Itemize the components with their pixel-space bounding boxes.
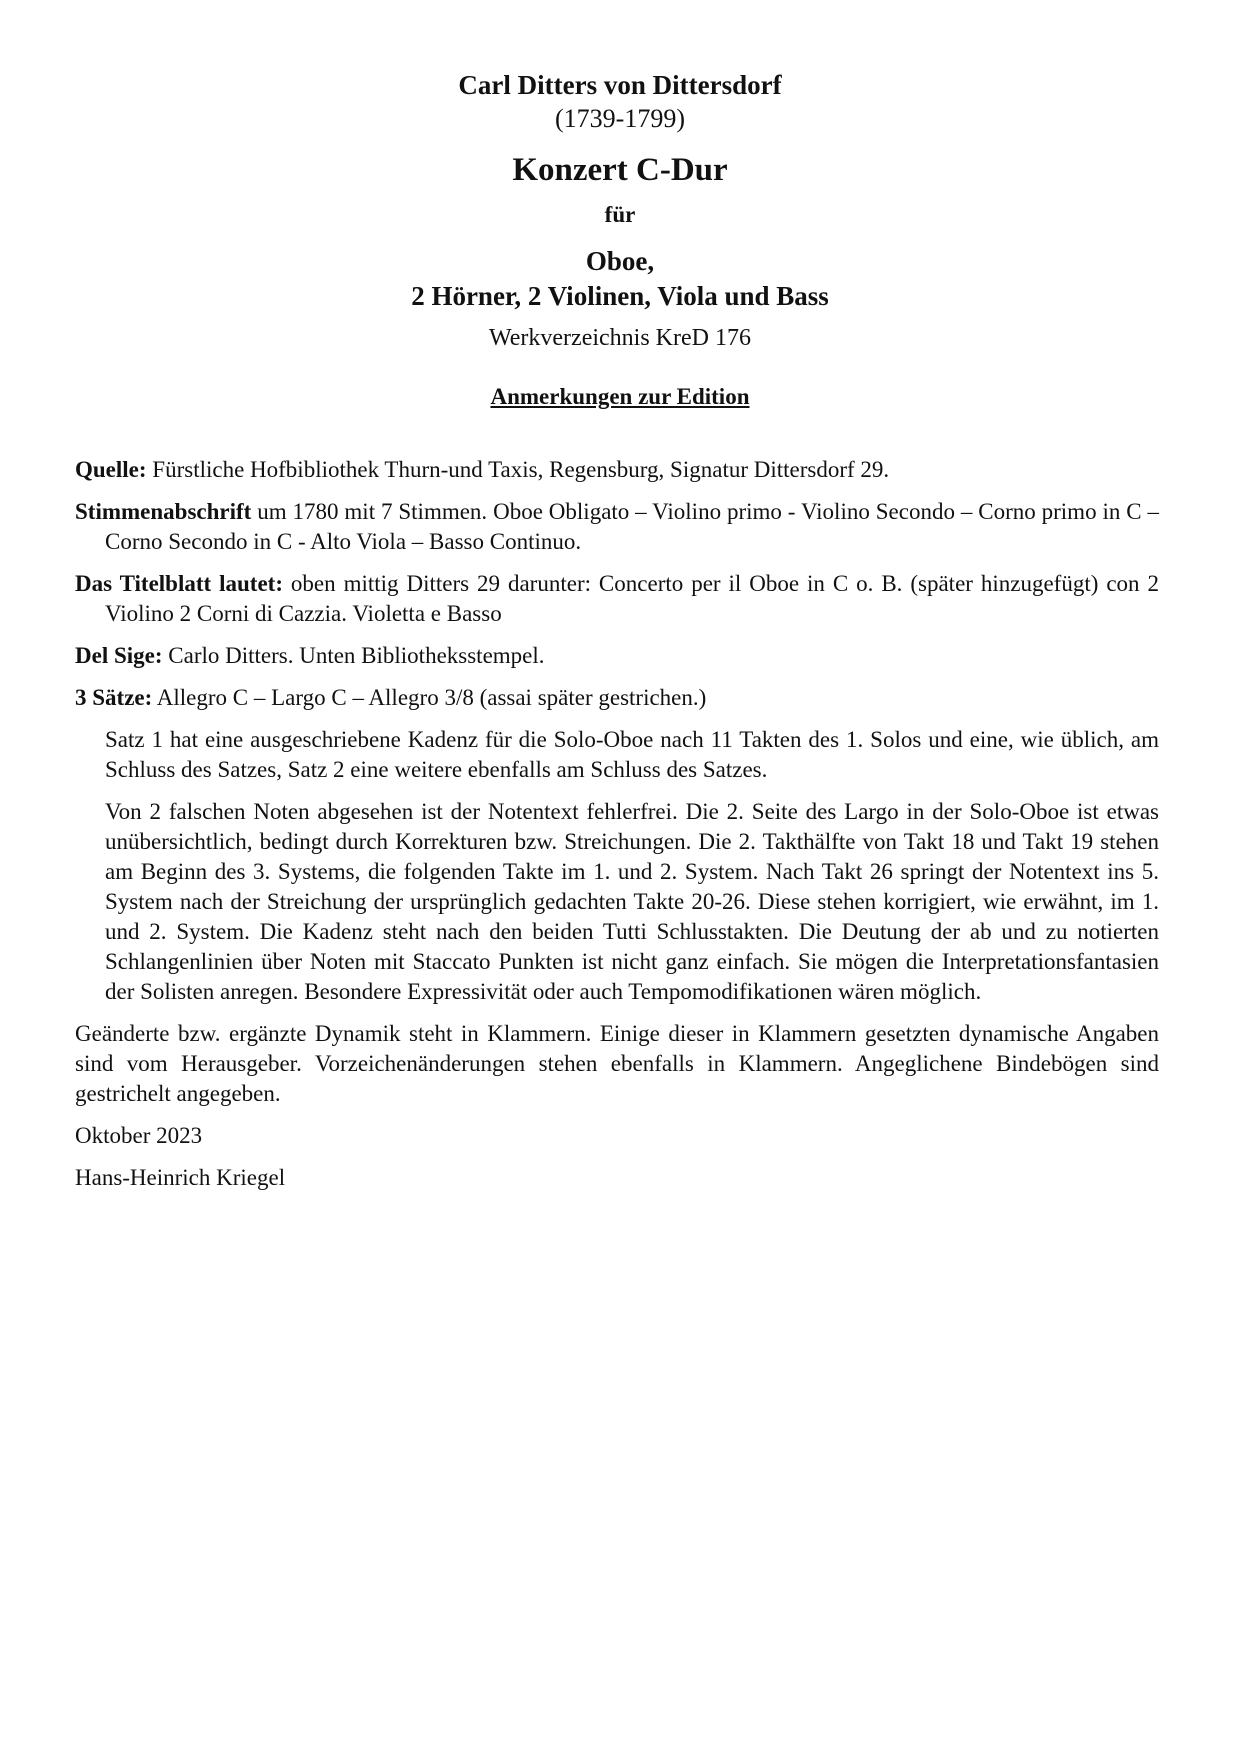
title-page-label: Das Titelblatt lautet: (75, 571, 283, 596)
title-page-paragraph (75, 569, 1159, 629)
parts-text: um 1780 mit 7 Stimmen. Oboe Obligato – Violino primo - Violino Secondo – Corno primo in C – Corno Secondo in C - Alto Viola – Basso Continuo. (105, 499, 1159, 554)
source-label: Quelle: (75, 457, 147, 482)
work-title: Konzert C-Dur (512, 152, 728, 188)
title-page-text: oben mittig Ditters 29 darunter: Concerto per il Oboe in C o. B. (später hinzugefügt) con 2 Violino 2 Corni di Cazzia. Violetta e Basso (105, 571, 1159, 626)
composer-dates: (1739-1799) (555, 104, 685, 133)
source-text: Fürstliche Hofbibliothek Thurn-und Taxis, Regensburg, Signatur Dittersdorf 29. (146, 457, 890, 482)
instrumentation-line-1: Oboe, (585, 246, 655, 276)
instrumentation-line-2: 2 Hörner, 2 Violinen, Viola und Bass (411, 281, 829, 311)
catalog-number: Werkverzeichnis KreD 176 (489, 325, 751, 351)
sige-paragraph (75, 641, 1159, 671)
source-paragraph (75, 455, 1159, 485)
parts-paragraph (75, 497, 1159, 557)
edition-notes (75, 455, 1159, 1205)
date-line: Oktober 2023 (75, 1123, 203, 1148)
movements-text: Allegro C – Largo C – Allegro 3/8 (assai später gestrichen.) (152, 685, 707, 710)
cadenza-paragraph: Satz 1 hat eine ausgeschriebene Kadenz für die Solo-Oboe nach 11 Takten des 1. Solos und eine, wie üblich, am Schluss des Satzes, Satz 2 eine weitere ebenfalls am Schluss des Satzes. (105, 727, 1159, 782)
composer-name: Carl Ditters von Dittersdorf (458, 70, 782, 100)
parts-label: Stimmenabschrift (75, 499, 252, 524)
for-label: für (604, 202, 636, 227)
notation-paragraph: Von 2 falschen Noten abgesehen ist der Notentext fehlerfrei. Die 2. Seite des Largo in der Solo-Oboe ist etwas unübersichtlich, bedingt durch Korrekturen bzw. Streichungen. Die 2. Takthälfte von Takt 18 und Takt 19 stehen am Beginn des 3. Systems, die folgenden Takte im 1. und 2. System. Nach Takt 26 springt der Notentext ins 5. System nach der Streichung der ursprünglich gedachten Takte 20-26. Diese stehen korrigiert, wie erwähnt, im 1. und 2. System. Die Kadenz steht nach den beiden Tutti Schlusstakten. Die Deutung der ab und zu notierten Schlangenlinien über Noten mit Staccato Punkten ist nicht ganz einfach. Sie mögen die Interpretationsfantasien der Solisten anregen. Besondere Expressivität oder auch Tempomodifikationen wären möglich. (105, 799, 1159, 1004)
sige-text: Carlo Ditters. Unten Bibliotheksstempel. (162, 643, 545, 668)
movements-paragraph (75, 683, 1159, 713)
sige-label: Del Sige: (75, 643, 163, 668)
dynamics-paragraph: Geänderte bzw. ergänzte Dynamik steht in Klammern. Einige dieser in Klammern gesetzten dynamische Angaben sind vom Herausgeber. Vorzeichenänderungen stehen ebenfalls in Klammern. Angeglichene Bindebögen sind gestrichelt angegeben. (75, 1021, 1159, 1106)
section-heading: Anmerkungen zur Edition (490, 384, 750, 409)
movements-label: 3 Sätze: (75, 685, 153, 710)
author-line: Hans-Heinrich Kriegel (75, 1165, 286, 1190)
